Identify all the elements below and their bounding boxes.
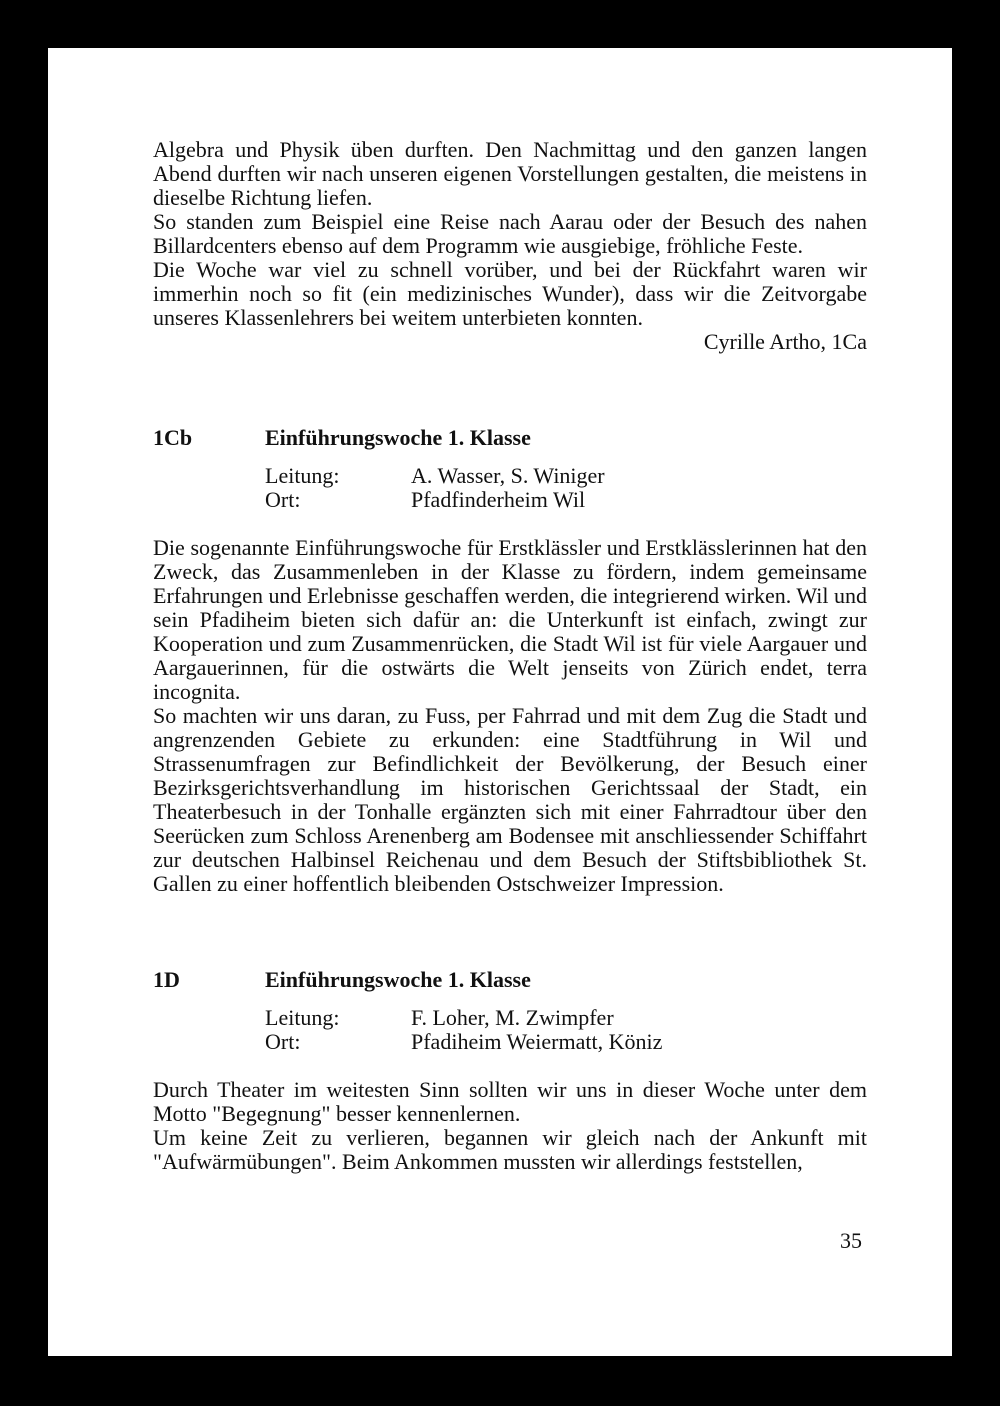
leitung-row xyxy=(265,1006,867,1030)
section-title: Einführungswoche 1. Klasse xyxy=(265,425,531,450)
intro-paragraph: So standen zum Beispiel eine Reise nach Aarau oder der Besuch des nahen Billardcenters ebenso auf dem Programm wie ausgiebige, fröhliche Feste. xyxy=(153,209,867,258)
section-heading xyxy=(153,426,867,450)
ort-value: Pfadfinderheim Wil xyxy=(411,487,586,512)
section-paragraph: Durch Theater im weitesten Sinn sollten wir uns in dieser Woche unter dem Motto "Begegnung" besser kennenlernen. xyxy=(153,1077,867,1126)
author-signature: Cyrille Artho, 1Ca xyxy=(703,329,867,354)
page-number: 35 xyxy=(840,1228,862,1253)
section-paragraph: Die sogenannte Einführungswoche für Erstklässler und Erstklässlerinnen hat den Zweck, das Zusammenleben in der Klasse zu fördern, indem gemeinsame Erfahrungen und Erlebnisse geschaffen werden, die integrierend wirken. Wil und sein Pfadiheim bieten sich dafür an: die Unterkunft ist einfach, zwingt zur Kooperation und zum Zusammenrücken, die Stadt Wil ist für viele Aargauer und Aargauerinnen, für die ostwärts die Welt jenseits von Zürich endet, terra incognita. xyxy=(153,535,867,704)
document-page xyxy=(48,48,952,1356)
ort-label: Ort: xyxy=(265,487,301,512)
leitung-value: A. Wasser, S. Winiger xyxy=(411,463,605,488)
leitung-label: Leitung: xyxy=(265,1005,340,1030)
ort-label: Ort: xyxy=(265,1029,301,1054)
section-1cb xyxy=(153,426,867,896)
ort-row xyxy=(265,488,867,512)
section-paragraph: So machten wir uns daran, zu Fuss, per Fahrrad und mit dem Zug die Stadt und angrenzenden Gebiete zu erkunden: eine Stadtführung in Wil und Strassenumfragen zur Befindlichkeit der Bevölkerung, der Besuch einer Bezirksgerichtsverhandlung im historischen Gerichtssaal der Stadt, ein Theaterbesuch in der Tonhalle ergänzten sich mit einer Fahrradtour über den Seerücken zum Schloss Arenenberg am Bodensee mit anschliessender Schiffahrt zur deutschen Halbinsel Reichenau und dem Besuch der Stiftsbibliothek St. Gallen zu einer hoffentlich bleibenden Ostschweizer Impression. xyxy=(153,703,867,896)
section-1d xyxy=(153,968,867,1174)
section-meta xyxy=(265,464,867,512)
section-heading xyxy=(153,968,867,992)
section-title: Einführungswoche 1. Klasse xyxy=(265,967,531,992)
section-paragraph: Um keine Zeit zu verlieren, begannen wir gleich nach der Ankunft mit "Aufwärmübungen". Beim Ankommen mussten wir allerdings feststellen, xyxy=(153,1125,867,1174)
leitung-row xyxy=(265,464,867,488)
class-code: 1D xyxy=(153,967,180,992)
intro-paragraph: Algebra und Physik üben durften. Den Nachmittag und den ganzen langen Abend durften wir nach unseren eigenen Vorstellungen gestalten, die meistens in dieselbe Richtung liefen. xyxy=(153,137,867,210)
leitung-value: F. Loher, M. Zwimpfer xyxy=(411,1005,614,1030)
leitung-label: Leitung: xyxy=(265,463,340,488)
ort-row xyxy=(265,1030,867,1054)
ort-value: Pfadiheim Weiermatt, Köniz xyxy=(411,1029,663,1054)
page-content xyxy=(153,138,867,1174)
section-meta xyxy=(265,1006,867,1054)
intro-paragraph: Die Woche war viel zu schnell vorüber, und bei der Rückfahrt waren wir immerhin noch so fit (ein medizinisches Wunder), dass wir die Zeitvorgabe unseres Klassenlehrers bei weitem unterbieten konnten. xyxy=(153,257,867,330)
class-code: 1Cb xyxy=(153,425,193,450)
